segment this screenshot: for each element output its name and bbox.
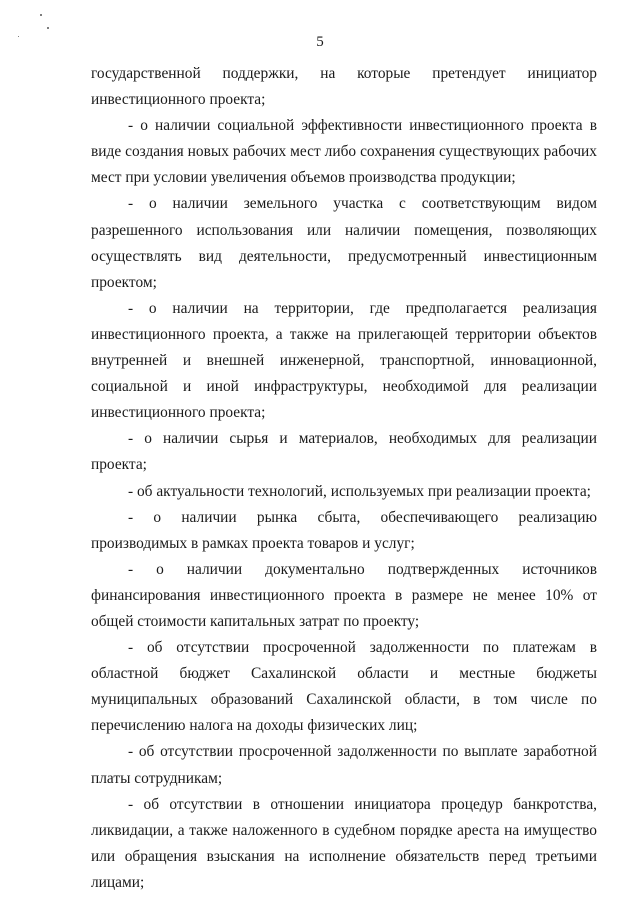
scan-speck — [40, 14, 42, 16]
paragraph-continuation: государственной поддержки, на которые претендует инициатор инвестиционного проекта; — [91, 65, 597, 109]
list-item: - о наличии земельного участка с соответствующим видом разрешенного использования или наличии помещения, позволяющих осуществлять вид деятельности, предусмотренный инвестиционным проектом; — [91, 195, 597, 291]
scan-speck — [47, 27, 49, 29]
list-item: - о наличии документально подтвержденных источников финансирования инвестиционного проекта в размере не менее 10% от общей стоимости капитальных затрат по проекту; — [91, 560, 597, 630]
list-item: - об отсутствии в отношении инициатора процедур банкротства, ликвидации, а также наложенного в судебном порядке ареста на имущество или обращения взыскания на исполнение обязательств перед третьими лицами; — [91, 795, 597, 891]
list-item: - о наличии рынка сбыта, обеспечивающего реализацию производимых в рамках проекта товаров и услуг; — [91, 508, 597, 552]
list-item: - об отсутствии просроченной задолженности по платежам в областной бюджет Сахалинской области и местные бюджеты муниципальных образований Сахалинской области, в том числе по перечислению налога на доходы физических лиц; — [91, 639, 597, 735]
page-number: 5 — [316, 34, 324, 50]
document-body — [91, 61, 597, 896]
list-item: - о наличии сырья и материалов, необходимых для реализации проекта; — [91, 430, 597, 474]
list-item: - о наличии на территории, где предполагается реализация инвестиционного проекта, а также на прилегающей территории объектов внутренней и внешней инженерной, транспортной, инновационной, социальной и иной инфраструктуры, необходимой для реализации инвестиционного проекта; — [91, 299, 597, 422]
list-item: - о наличии социальной эффективности инвестиционного проекта в виде создания новых рабочих мест либо сохранения существующих рабочих мест при условии увеличения объемов производства продукции; — [91, 117, 597, 187]
list-item: - об актуальности технологий, используемых при реализации проекта; — [128, 482, 591, 500]
list-item: - об отсутствии просроченной задолженности по выплате заработной платы сотрудникам; — [91, 743, 597, 787]
